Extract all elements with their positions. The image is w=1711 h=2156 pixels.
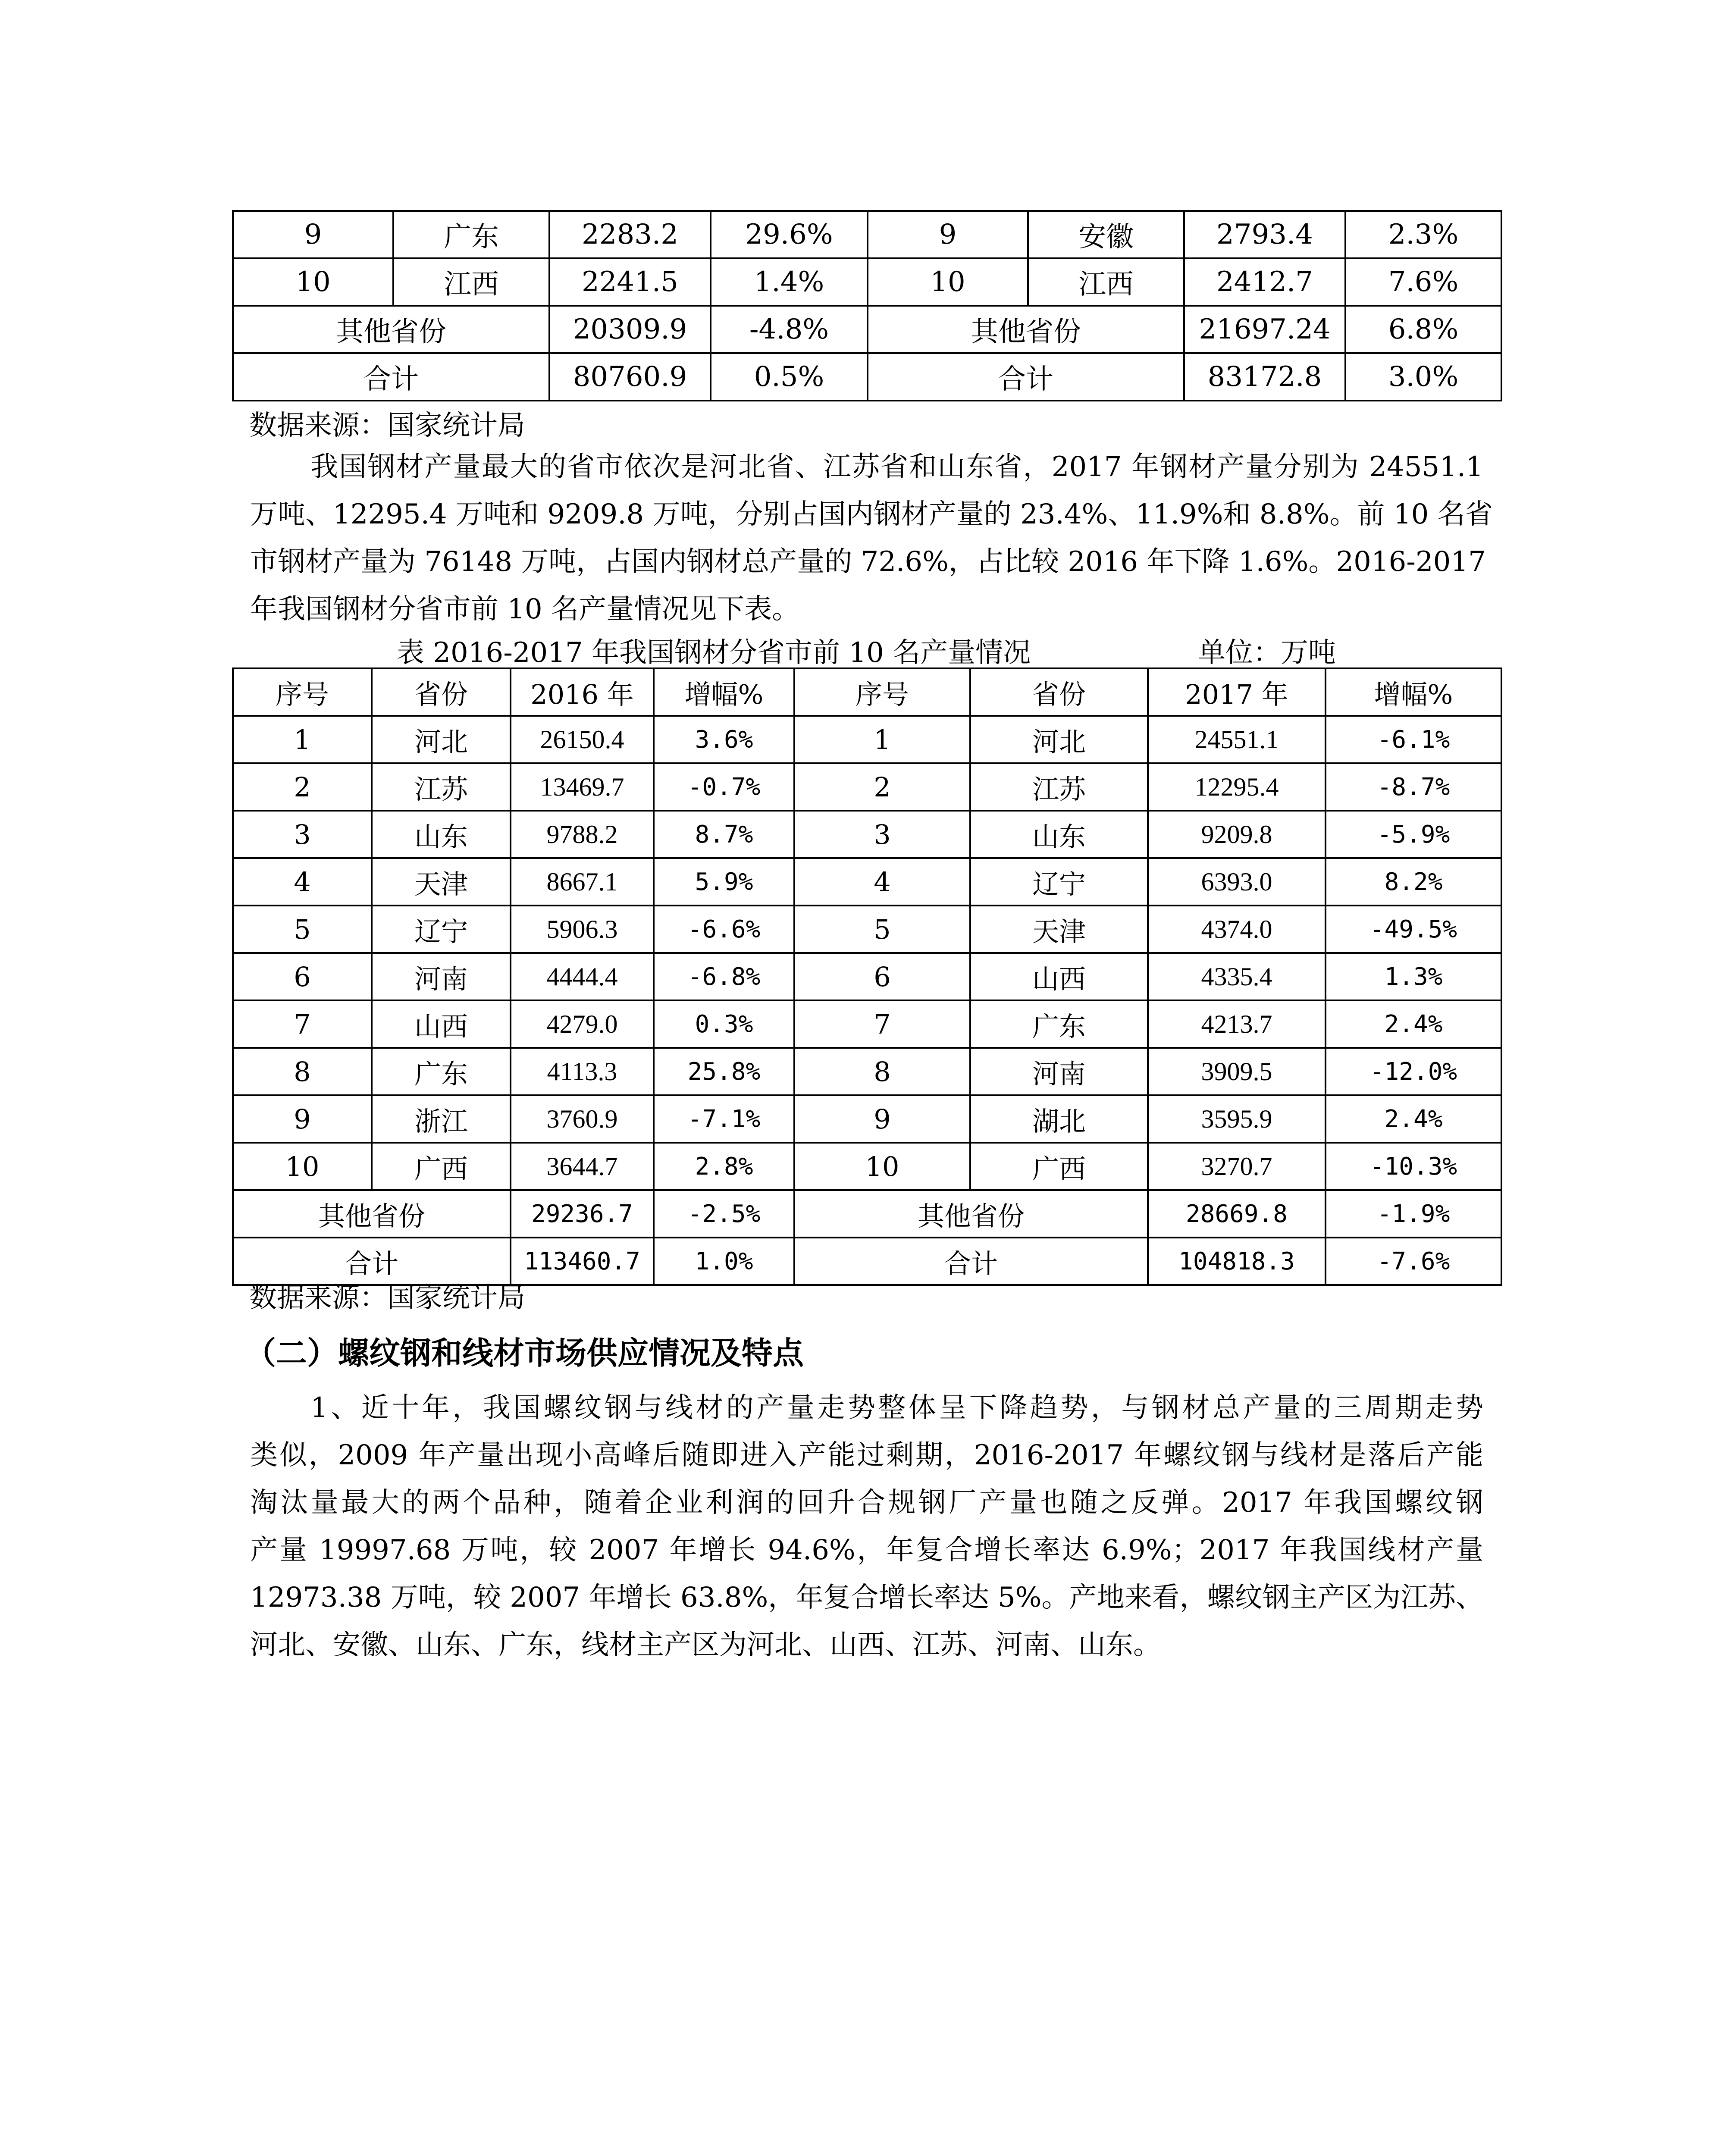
- table-cell: -7.1%: [654, 1095, 794, 1143]
- table-cell: 4: [794, 858, 970, 906]
- table-row: [233, 1143, 1501, 1190]
- table-cell: 3: [794, 811, 970, 858]
- column-header: 省份: [372, 668, 511, 716]
- table-cell: 2.8%: [654, 1143, 794, 1190]
- table-row-other: [233, 306, 1501, 353]
- table-cell: 合计: [794, 1238, 1148, 1285]
- table-cell: 26150.4: [511, 716, 654, 763]
- column-header: 序号: [233, 668, 372, 716]
- table-cell: 6393.0: [1148, 858, 1326, 906]
- table-cell: 3595.9: [1148, 1095, 1326, 1143]
- table-cell: 4374.0: [1148, 906, 1326, 953]
- table-cell: 9: [233, 211, 393, 258]
- table-cell: 3644.7: [511, 1143, 654, 1190]
- table-cell: 2412.7: [1184, 258, 1345, 306]
- paragraph-line: 产量 19997.68 万吨，较 2007 年增长 94.6%，年复合增长率达 6.9%；2017 年我国线材产量: [250, 1534, 1483, 1566]
- table-row: [233, 763, 1501, 811]
- table-cell: 河南: [970, 1048, 1148, 1095]
- table-cell: 广东: [372, 1048, 511, 1095]
- table-cell: 9: [233, 1095, 372, 1143]
- table-cell: 天津: [372, 858, 511, 906]
- table-cell: 湖北: [970, 1095, 1148, 1143]
- table-cell: 其他省份: [233, 306, 549, 353]
- table-cell: 4279.0: [511, 1000, 654, 1048]
- column-header: 2017 年: [1148, 668, 1326, 716]
- table-cell: 0.3%: [654, 1000, 794, 1048]
- table-cell: 21697.24: [1184, 306, 1345, 353]
- table-cell: -6.6%: [654, 906, 794, 953]
- table-cell: 10: [868, 258, 1028, 306]
- table-cell: 江西: [1028, 258, 1184, 306]
- table-caption: 表 2016-2017 年我国钢材分省市前 10 名产量情况: [397, 637, 1031, 669]
- table-cell: 29.6%: [711, 211, 868, 258]
- table-cell: 83172.8: [1184, 353, 1345, 401]
- table-cell: 8.2%: [1326, 858, 1501, 906]
- paragraph-line: 河北、安徽、山东、广东，线材主产区为河北、山西、江苏、河南、山东。: [250, 1629, 1161, 1661]
- table-cell: 广东: [970, 1000, 1148, 1048]
- table-cell: 广东: [393, 211, 549, 258]
- table-cell: 2241.5: [549, 258, 711, 306]
- table-cell: 20309.9: [549, 306, 711, 353]
- table-cell: 江西: [393, 258, 549, 306]
- table-cell: 2.4%: [1326, 1095, 1501, 1143]
- table-cell: 9: [794, 1095, 970, 1143]
- section-heading: （二）螺纹钢和线材市场供应情况及特点: [245, 1335, 804, 1371]
- table-cell: 5906.3: [511, 906, 654, 953]
- table-cell: 2793.4: [1184, 211, 1345, 258]
- table-cell: 山东: [372, 811, 511, 858]
- column-header: 2016 年: [511, 668, 654, 716]
- table-cell: 10: [233, 1143, 372, 1190]
- table-cell: 其他省份: [868, 306, 1184, 353]
- production-table: [232, 667, 1502, 1286]
- table-cell: 8667.1: [511, 858, 654, 906]
- table-cell: 3760.9: [511, 1095, 654, 1143]
- table-row: [233, 1048, 1501, 1095]
- table-cell: 5.9%: [654, 858, 794, 906]
- paragraph-line: 万吨、12295.4 万吨和 9209.8 万吨，分别占国内钢材产量的 23.4%、11.9%和 8.8%。前 10 名省: [250, 498, 1493, 530]
- table-cell: 天津: [970, 906, 1148, 953]
- table-cell: -7.6%: [1326, 1238, 1501, 1285]
- table-row: [233, 953, 1501, 1000]
- table-cell: 浙江: [372, 1095, 511, 1143]
- table-row: [233, 1095, 1501, 1143]
- table-row-other: [233, 1190, 1501, 1238]
- table-cell: 28669.8: [1148, 1190, 1326, 1238]
- table-cell: 4113.3: [511, 1048, 654, 1095]
- table-cell: 辽宁: [372, 906, 511, 953]
- table-row: [233, 258, 1501, 306]
- table-cell: 24551.1: [1148, 716, 1326, 763]
- table-cell: 3: [233, 811, 372, 858]
- table-cell: 山东: [970, 811, 1148, 858]
- table-unit: 单位：万吨: [1198, 637, 1336, 669]
- table-cell: 广西: [970, 1143, 1148, 1190]
- table-cell: 江苏: [970, 763, 1148, 811]
- table-cell: 4444.4: [511, 953, 654, 1000]
- table-cell: 安徽: [1028, 211, 1184, 258]
- table-cell: 1.0%: [654, 1238, 794, 1285]
- table-header-row: [233, 668, 1501, 716]
- table-cell: 河北: [970, 716, 1148, 763]
- paragraph-line: 12973.38 万吨，较 2007 年增长 63.8%，年复合增长率达 5%。产地来看，螺纹钢主产区为江苏、: [250, 1582, 1483, 1614]
- table-row: [233, 906, 1501, 953]
- table-cell: 7: [794, 1000, 970, 1048]
- table-cell: 1.4%: [711, 258, 868, 306]
- table-cell: 广西: [372, 1143, 511, 1190]
- table-row: [233, 858, 1501, 906]
- table-cell: 1.3%: [1326, 953, 1501, 1000]
- table-cell: 其他省份: [233, 1190, 511, 1238]
- table-cell: -12.0%: [1326, 1048, 1501, 1095]
- table-cell: 6: [233, 953, 372, 1000]
- column-header: 增幅%: [654, 668, 794, 716]
- data-source-note: 数据来源：国家统计局: [249, 1282, 525, 1314]
- table-row: [233, 1000, 1501, 1048]
- table-cell: 8: [794, 1048, 970, 1095]
- data-source-note: 数据来源：国家统计局: [249, 410, 525, 442]
- paragraph-line: 淘汰量最大的两个品种，随着企业利润的回升合规钢厂产量也随之反弹。2017 年我国螺纹钢: [250, 1487, 1483, 1519]
- table-cell: -0.7%: [654, 763, 794, 811]
- table-cell: 合计: [233, 1238, 511, 1285]
- paragraph-line: 市钢材产量为 76148 万吨，占国内钢材总产量的 72.6%，占比较 2016 年下降 1.6%。2016-2017: [250, 546, 1486, 578]
- table-cell: 80760.9: [549, 353, 711, 401]
- table-cell: 辽宁: [970, 858, 1148, 906]
- table-cell: 0.5%: [711, 353, 868, 401]
- table-row: [233, 716, 1501, 763]
- table-cell: 2283.2: [549, 211, 711, 258]
- table-cell: 山西: [372, 1000, 511, 1048]
- table-cell: 29236.7: [511, 1190, 654, 1238]
- paragraph-line: 我国钢材产量最大的省市依次是河北省、江苏省和山东省，2017 年钢材产量分别为 24551.1: [310, 451, 1483, 483]
- table-cell: -8.7%: [1326, 763, 1501, 811]
- table-cell: -2.5%: [654, 1190, 794, 1238]
- table-cell: 3270.7: [1148, 1143, 1326, 1190]
- table-cell: -10.3%: [1326, 1143, 1501, 1190]
- table-cell: 12295.4: [1148, 763, 1326, 811]
- table-cell: 8.7%: [654, 811, 794, 858]
- column-header: 增幅%: [1326, 668, 1501, 716]
- table-cell: 9209.8: [1148, 811, 1326, 858]
- table-cell: 9: [868, 211, 1028, 258]
- table-cell: 3.6%: [654, 716, 794, 763]
- table-cell: 13469.7: [511, 763, 654, 811]
- table-cell: -5.9%: [1326, 811, 1501, 858]
- table-cell: -49.5%: [1326, 906, 1501, 953]
- table-cell: 6: [794, 953, 970, 1000]
- table-cell: 104818.3: [1148, 1238, 1326, 1285]
- table-row-total: [233, 353, 1501, 401]
- table-cell: 1: [233, 716, 372, 763]
- table-cell: 4: [233, 858, 372, 906]
- table-cell: 4335.4: [1148, 953, 1326, 1000]
- table-cell: 江苏: [372, 763, 511, 811]
- column-header: 省份: [970, 668, 1148, 716]
- table-cell: 2.3%: [1345, 211, 1501, 258]
- table-cell: 5: [233, 906, 372, 953]
- table-cell: -4.8%: [711, 306, 868, 353]
- paragraph-line: 年我国钢材分省市前 10 名产量情况见下表。: [250, 593, 800, 625]
- table-cell: 10: [233, 258, 393, 306]
- table-row: [233, 811, 1501, 858]
- table-cell: 8: [233, 1048, 372, 1095]
- table-cell: 2: [233, 763, 372, 811]
- table-cell: 5: [794, 906, 970, 953]
- table-cell: 6.8%: [1345, 306, 1501, 353]
- table-cell: 合计: [868, 353, 1184, 401]
- table-cell: 9788.2: [511, 811, 654, 858]
- paragraph-line: 1、近十年，我国螺纹钢与线材的产量走势整体呈下降趋势，与钢材总产量的三周期走势: [310, 1392, 1483, 1424]
- production-table-continued: [232, 210, 1502, 401]
- table-cell: 1: [794, 716, 970, 763]
- table-cell: 7: [233, 1000, 372, 1048]
- paragraph-line: 类似，2009 年产量出现小高峰后随即进入产能过剩期，2016-2017 年螺纹钢与线材是落后产能: [250, 1439, 1483, 1471]
- table-cell: 2.4%: [1326, 1000, 1501, 1048]
- table-cell: 7.6%: [1345, 258, 1501, 306]
- table-cell: -6.8%: [654, 953, 794, 1000]
- table-row: [233, 211, 1501, 258]
- table-cell: 山西: [970, 953, 1148, 1000]
- table-cell: 3909.5: [1148, 1048, 1326, 1095]
- table-cell: 合计: [233, 353, 549, 401]
- table-cell: 113460.7: [511, 1238, 654, 1285]
- table-cell: -6.1%: [1326, 716, 1501, 763]
- table-cell: 10: [794, 1143, 970, 1190]
- table-cell: 4213.7: [1148, 1000, 1326, 1048]
- table-cell: 河北: [372, 716, 511, 763]
- column-header: 序号: [794, 668, 970, 716]
- table-cell: 2: [794, 763, 970, 811]
- table-cell: 25.8%: [654, 1048, 794, 1095]
- table-cell: 其他省份: [794, 1190, 1148, 1238]
- table-cell: -1.9%: [1326, 1190, 1501, 1238]
- table-cell: 河南: [372, 953, 511, 1000]
- table-cell: 3.0%: [1345, 353, 1501, 401]
